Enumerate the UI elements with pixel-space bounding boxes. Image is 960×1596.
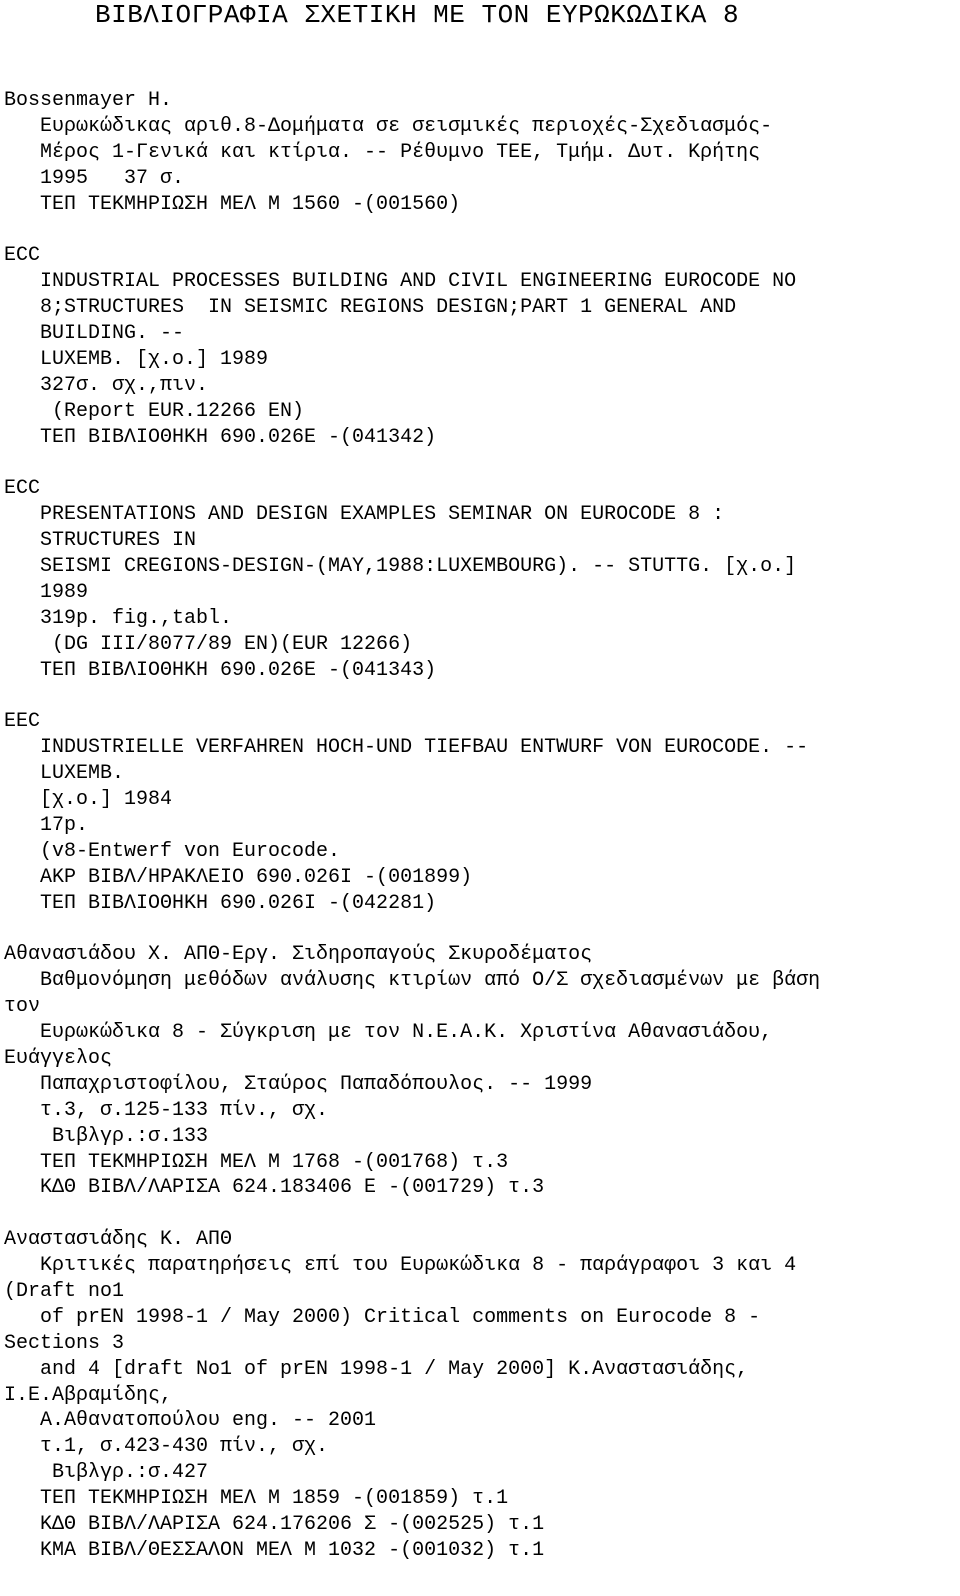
page-title: ΒΙΒΛΙΟΓΡΑΦΙΑ ΣΧΕΤΙΚΗ ΜΕ ΤΟΝ ΕΥΡΩΚΩΔΙΚΑ 8: [95, 0, 740, 30]
entry-line: ΑΚΡ ΒΙΒΛ/ΗΡΑΚΛΕΙΟ 690.026Ι -(001899): [4, 865, 473, 889]
entry-line: Βιβλγρ.:σ.133: [4, 1124, 209, 1148]
entry-line: 8;STRUCTURES IN SEISMIC REGIONS DESIGN;PART 1 GENERAL AND: [4, 296, 737, 320]
entry-line: (DG III/8077/89 EN)(EUR 12266): [4, 632, 413, 656]
entry-line: EEC: [4, 710, 41, 734]
entry-line: 1995 37 σ.: [4, 166, 185, 190]
entry-line: ΤΕΠ ΒΙΒΛΙΟΘΗΚΗ 690.026Ι -(042281): [4, 891, 437, 915]
entry-line: 17p.: [4, 813, 89, 837]
entry-line: 327σ. σχ.,πιν.: [4, 373, 209, 397]
entry-line: τον: [4, 995, 41, 1019]
entry-line: ΚΔΘ ΒΙΒΛ/ΛΑΡΙΣΑ 624.183406 Ε -(001729) τ.3: [4, 1176, 545, 1200]
entry-line: Μέρος 1-Γενικά και κτίρια. -- Ρέθυμνο ΤΕΕ, Τμήμ. Δυτ. Κρήτης: [4, 140, 761, 164]
entry-line: ΤΕΠ ΤΕΚΜΗΡΙΩΣΗ ΜΕΛ Μ 1859 -(001859) τ.1: [4, 1487, 509, 1511]
entry-line: Αθανασιάδου Χ. ΑΠΘ-Εργ. Σιδηροπαγούς Σκυροδέματος: [4, 943, 593, 967]
entry-line: Βαθμονόμηση μεθόδων ανάλυσης κτιρίων από Ο/Σ σχεδιασμένων με βάση: [4, 969, 821, 993]
entry-line: ECC: [4, 477, 41, 501]
entry-line: ECC: [4, 244, 41, 268]
entry-line: τ.1, σ.423-430 πίν., σχ.: [4, 1435, 329, 1459]
entry-line: Κριτικές παρατηρήσεις επί του Ευρωκώδικα 8 - παράγραφοι 3 και 4: [4, 1254, 797, 1278]
entry-line: ΤΕΠ ΒΙΒΛΙΟΘΗΚΗ 690.026Ε -(041342): [4, 425, 437, 449]
bibliography-list: [4, 88, 954, 1564]
entry-line: STRUCTURES IN: [4, 529, 197, 553]
entry-line: SEISMI CREGIONS-DESIGN-(MAY,1988:LUXEMBOURG). -- STUTTG. [χ.ο.]: [4, 555, 797, 579]
blank-line: [4, 217, 954, 243]
entry-line: ΤΕΠ ΒΙΒΛΙΟΘΗΚΗ 690.026Ε -(041343): [4, 658, 437, 682]
blank-line: [4, 917, 954, 943]
entry-line: Βιβλγρ.:σ.427: [4, 1461, 209, 1485]
entry-line: ΚΔΘ ΒΙΒΛ/ΛΑΡΙΣΑ 624.176206 Σ -(002525) τ.1: [4, 1512, 545, 1536]
entry-line: Α.Αθανατοπούλου eng. -- 2001: [4, 1409, 377, 1433]
entry-line: ΤΕΠ ΤΕΚΜΗΡΙΩΣΗ ΜΕΛ Μ 1768 -(001768) τ.3: [4, 1150, 509, 1174]
entry-line: Ευάγγελος: [4, 1046, 113, 1070]
entry-line: ΤΕΠ ΤΕΚΜΗΡΙΩΣΗ ΜΕΛ Μ 1560 -(001560): [4, 192, 461, 216]
entry-line: τ.3, σ.125-133 πίν., σχ.: [4, 1098, 329, 1122]
blank-line: [4, 683, 954, 709]
entry-line: (Draft no1: [4, 1279, 125, 1303]
entry-line: and 4 [draft No1 of prEN 1998-1 / May 2000] Κ.Αναστασιάδης,: [4, 1357, 749, 1381]
entry-line: Sections 3: [4, 1331, 125, 1355]
entry-line: (Report EUR.12266 EN): [4, 399, 305, 423]
blank-line: [4, 1201, 954, 1227]
entry-line: Ι.Ε.Αβραμίδης,: [4, 1383, 173, 1407]
entry-line: Ευρωκώδικα 8 - Σύγκριση με τον Ν.Ε.Α.Κ. Χριστίνα Αθανασιάδου,: [4, 1021, 773, 1045]
entry-line: Αναστασιάδης Κ. ΑΠΘ: [4, 1228, 233, 1252]
entry-line: Ευρωκώδικας αριθ.8-Δομήματα σε σεισμικές περιοχές-Σχεδιασμός-: [4, 114, 773, 138]
entry-line: LUXEMB.: [4, 762, 125, 786]
entry-line: (v8-Entwerf von Eurocode.: [4, 839, 341, 863]
entry-line: LUXEMB. [χ.ο.] 1989: [4, 347, 269, 371]
entry-line: of prEN 1998-1 / May 2000) Critical comments on Eurocode 8 -: [4, 1305, 761, 1329]
entry-line: PRESENTATIONS AND DESIGN EXAMPLES SEMINAR ON EUROCODE 8 :: [4, 503, 725, 527]
blank-line: [4, 450, 954, 476]
entry-line: ΚΜΑ ΒΙΒΛ/ΘΕΣΣΑΛΟΝ ΜΕΛ Μ 1032 -(001032) τ.1: [4, 1538, 545, 1562]
entry-line: INDUSTRIAL PROCESSES BUILDING AND CIVIL ENGINEERING EUROCODE NO: [4, 270, 797, 294]
entry-line: 1989: [4, 580, 89, 604]
entry-line: INDUSTRIELLE VERFAHREN HOCH-UND TIEFBAU ENTWURF VON EUROCODE. --: [4, 736, 809, 760]
entry-line: Bossenmayer H.: [4, 89, 173, 112]
entry-line: Παπαχριστοφίλου, Σταύρος Παπαδόπουλος. -- 1999: [4, 1072, 593, 1096]
entry-line: 319p. fig.,tabl.: [4, 606, 233, 630]
entry-line: BUILDING. --: [4, 322, 185, 346]
entry-line: [χ.ο.] 1984: [4, 788, 173, 812]
